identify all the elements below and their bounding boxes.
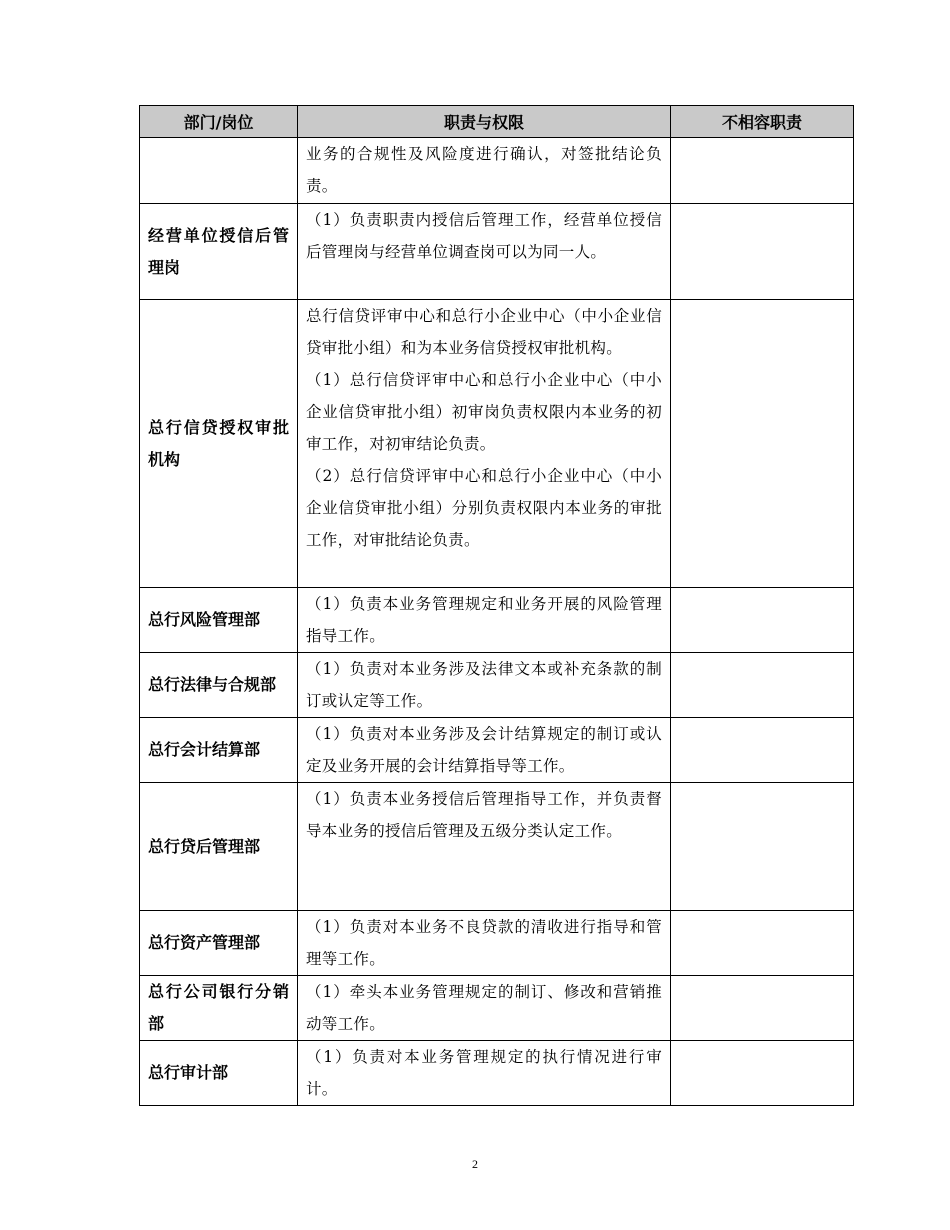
dept-cell: 总行风险管理部 bbox=[140, 588, 298, 653]
duty-cell bbox=[298, 138, 671, 204]
duty-text: （1）总行信贷评审中心和总行小企业中心（中小企业信贷审批小组）初审岗负责权限内本业务的初审工作，对初审结论负责。 bbox=[306, 371, 662, 453]
duty-cell bbox=[298, 588, 671, 653]
duty-cell bbox=[298, 1041, 671, 1106]
table-row bbox=[140, 300, 854, 588]
duty-text: （1）负责对本业务涉及法律文本或补充条款的制订或认定等工作。 bbox=[306, 660, 662, 710]
duty-text: 业务的合规性及风险度进行确认，对签批结论负责。 bbox=[306, 145, 662, 195]
duty-text: 总行信贷评审中心和总行小企业中心（中小企业信贷审批小组）和为本业务信贷授权审批机构。 bbox=[306, 307, 662, 357]
dept-cell: 总行审计部 bbox=[140, 1041, 298, 1106]
incompatible-cell bbox=[671, 300, 854, 588]
duty-text: （1）负责对本业务涉及会计结算规定的制订或认定及业务开展的会计结算指导等工作。 bbox=[306, 725, 662, 775]
duty-text: （2）总行信贷评审中心和总行小企业中心（中小企业信贷审批小组）分别负责权限内本业务的审批工作，对审批结论负责。 bbox=[306, 467, 662, 549]
dept-cell: 总行会计结算部 bbox=[140, 718, 298, 783]
table-row bbox=[140, 588, 854, 653]
duty-cell bbox=[298, 718, 671, 783]
header-dept: 部门/岗位 bbox=[140, 106, 298, 138]
duty-text: （1）牵头本业务管理规定的制订、修改和营销推动等工作。 bbox=[306, 983, 662, 1033]
duty-text: （1）负责本业务管理规定和业务开展的风险管理指导工作。 bbox=[306, 595, 662, 645]
dept-cell: 总行法律与合规部 bbox=[140, 653, 298, 718]
duty-text: （1）负责对本业务不良贷款的清收进行指导和管理等工作。 bbox=[306, 918, 662, 968]
incompatible-cell bbox=[671, 783, 854, 911]
incompatible-cell bbox=[671, 138, 854, 204]
incompatible-cell bbox=[671, 653, 854, 718]
dept-cell: 总行公司银行分销部 bbox=[140, 976, 298, 1041]
incompatible-cell bbox=[671, 911, 854, 976]
header-incompatible: 不相容职责 bbox=[671, 106, 854, 138]
dept-cell: 总行贷后管理部 bbox=[140, 783, 298, 911]
table-row bbox=[140, 783, 854, 911]
dept-cell: 总行信贷授权审批机构 bbox=[140, 300, 298, 588]
incompatible-cell bbox=[671, 976, 854, 1041]
incompatible-cell bbox=[671, 1041, 854, 1106]
duty-text: （1）负责本业务授信后管理指导工作，并负责督导本业务的授信后管理及五级分类认定工作。 bbox=[306, 790, 662, 840]
incompatible-cell bbox=[671, 718, 854, 783]
table-header-row bbox=[140, 106, 854, 138]
duties-table bbox=[139, 105, 854, 1106]
duty-cell bbox=[298, 911, 671, 976]
page-number: 2 bbox=[472, 1157, 478, 1171]
duty-text: （1）负责职责内授信后管理工作，经营单位授信后管理岗与经营单位调查岗可以为同一人。 bbox=[306, 211, 662, 261]
incompatible-cell bbox=[671, 204, 854, 300]
header-duties: 职责与权限 bbox=[298, 106, 671, 138]
table-row bbox=[140, 911, 854, 976]
table-row bbox=[140, 653, 854, 718]
dept-cell: 总行资产管理部 bbox=[140, 911, 298, 976]
duty-cell bbox=[298, 783, 671, 911]
table-row bbox=[140, 976, 854, 1041]
table-row bbox=[140, 138, 854, 204]
duty-cell bbox=[298, 653, 671, 718]
incompatible-cell bbox=[671, 588, 854, 653]
table-row bbox=[140, 718, 854, 783]
dept-cell: 经营单位授信后管理岗 bbox=[140, 204, 298, 300]
table-row bbox=[140, 204, 854, 300]
table-row bbox=[140, 1041, 854, 1106]
duty-text: （1）负责对本业务管理规定的执行情况进行审计。 bbox=[306, 1048, 662, 1098]
duty-cell bbox=[298, 976, 671, 1041]
duty-cell bbox=[298, 300, 671, 588]
duty-cell bbox=[298, 204, 671, 300]
dept-cell bbox=[140, 138, 298, 204]
